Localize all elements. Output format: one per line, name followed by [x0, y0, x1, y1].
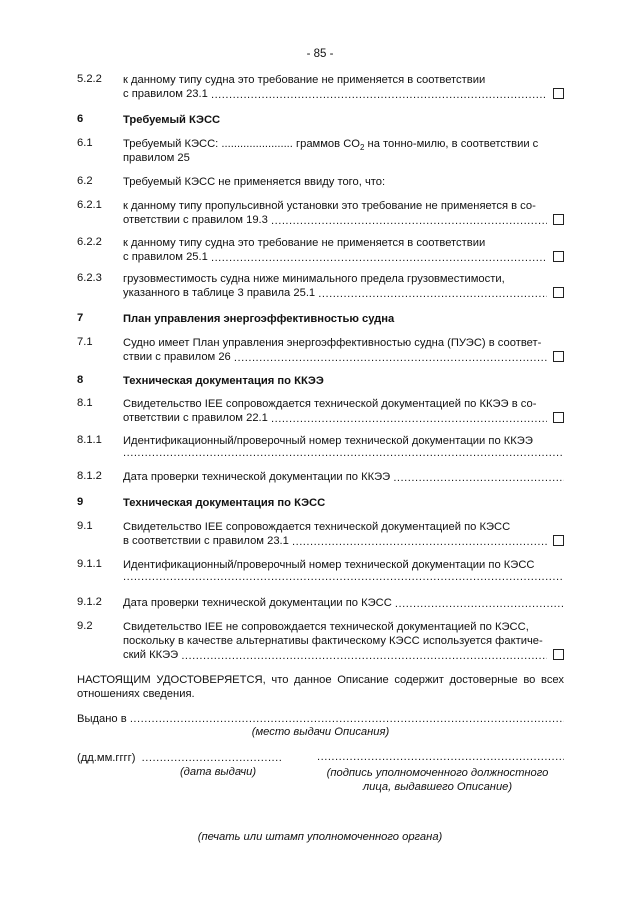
item-text: граммов CO: [292, 138, 360, 150]
checkbox[interactable]: [553, 287, 564, 298]
item-text: ответствии с правилом 22.1: [123, 412, 268, 424]
item-text: грузовместимость судна ниже минимального предела грузовместимости,: [123, 273, 505, 285]
item-6-2-2: [123, 236, 564, 264]
section-number: 6: [77, 113, 84, 125]
item-text: ский ККЭЭ: [123, 649, 179, 661]
section-title: Техническая документация по КЭСС: [123, 497, 326, 509]
item-text: Требуемый КЭСС не применяется ввиду того, что:: [123, 176, 386, 188]
item-text: с правилом 23.1: [123, 88, 208, 100]
checkbox[interactable]: [553, 214, 564, 225]
date-caption: (дата выдачи): [179, 766, 257, 778]
ekki-doc-number-field[interactable]: [123, 448, 564, 459]
checkbox[interactable]: [553, 88, 564, 99]
item-text: к данному типу пропульсивной установки это требование не применяется в со-: [123, 200, 536, 212]
issued-at-field[interactable]: [130, 714, 564, 725]
item-text: Дата проверки технической документации по КЭСС: [123, 597, 392, 609]
item-9-2: [123, 620, 564, 662]
item-7-1: [123, 336, 564, 364]
section-number: 8: [77, 374, 84, 386]
item-number: 9.1: [77, 520, 93, 532]
item-9-1: [123, 520, 564, 548]
signature-row: [317, 752, 564, 763]
section-number: 7: [77, 312, 84, 324]
date-field[interactable]: [142, 753, 282, 764]
item-number: 7.1: [77, 336, 93, 348]
checkbox[interactable]: [553, 412, 564, 423]
item-text: ответствии с правилом 19.3: [123, 214, 268, 226]
item-number: 5.2.2: [77, 73, 102, 85]
kess-doc-number-field[interactable]: [123, 572, 564, 583]
item-text: к данному типу судна это требование не применяется в соответствии: [123, 237, 486, 249]
item-text: Требуемый КЭСС:: [123, 138, 222, 150]
item-9-1-2: [123, 596, 564, 610]
item-text: с правилом 25.1: [123, 251, 208, 263]
item-number: 6.1: [77, 137, 93, 149]
item-6-1: [123, 137, 564, 165]
date-label: (дд.мм.гггг): [77, 752, 136, 764]
checkbox[interactable]: [553, 535, 564, 546]
subscript: 2: [359, 143, 365, 153]
seal-caption: (печать или штамп уполномоченного органа): [197, 831, 443, 843]
signature-caption-line: (подпись уполномоченного должностного: [326, 767, 549, 779]
item-text: Судно имеет План управления энергоэффективностью судна (ПУЭС) в соответ-: [123, 337, 542, 349]
item-5-2-2: [123, 73, 564, 101]
item-number: 6.2: [77, 175, 93, 187]
item-text: Свидетельство IEE сопровождается технической документацией по ККЭЭ в со-: [123, 398, 537, 410]
item-number: 8.1.2: [77, 470, 102, 482]
section-title: Требуемый КЭСС: [123, 114, 221, 126]
date-row: [77, 752, 282, 764]
issued-at-caption: (место выдачи Описания): [251, 726, 390, 738]
checkbox[interactable]: [553, 649, 564, 660]
signature-caption: [300, 766, 575, 794]
section-title: План управления энергоэффективностью судна: [123, 313, 395, 325]
kess-doc-date-field[interactable]: [395, 599, 564, 610]
item-text: Свидетельство IEE не сопровождается технической документацией по КЭСС,: [123, 621, 529, 633]
item-number: 8.1.1: [77, 434, 102, 446]
item-8-1: [123, 397, 564, 425]
section-title: Техническая документация по ККЭЭ: [123, 375, 324, 387]
item-text: Идентификационный/проверочный номер технической документации по ККЭЭ: [123, 435, 533, 447]
item-text: на тонно-милю, в соответствии с: [364, 138, 539, 150]
item-number: 9.1.1: [77, 558, 102, 570]
ekki-doc-date-field[interactable]: [393, 473, 564, 484]
item-text: указанного в таблице 3 правила 25.1: [123, 287, 316, 299]
item-text: Идентификационный/проверочный номер технической документации по КЭСС: [123, 559, 535, 571]
issued-at-row: [77, 713, 564, 725]
item-8-1-1: [123, 434, 564, 459]
item-number: 9.2: [77, 620, 93, 632]
item-number: 6.2.3: [77, 272, 102, 284]
item-text: Дата проверки технической документации по ККЭЭ: [123, 471, 391, 483]
item-6-2-3: [123, 272, 564, 300]
signature-caption-line: лица, выдавшего Описание): [362, 781, 513, 793]
section-number: 9: [77, 496, 84, 508]
issued-at-label: Выдано в: [77, 713, 127, 725]
item-text: Свидетельство IEE сопровождается технической документацией по КЭСС: [123, 521, 511, 533]
item-8-1-2: [123, 470, 564, 484]
checkbox[interactable]: [553, 351, 564, 362]
certification-statement: НАСТОЯЩИМ УДОСТОВЕРЯЕТСЯ, что данное Описание содержит достоверные во всех отношениях сведения.: [77, 674, 564, 700]
item-number: 6.2.2: [77, 236, 102, 248]
item-text: к данному типу судна это требование не применяется в соответствии: [123, 74, 486, 86]
item-6-2-1: [123, 199, 564, 227]
item-text: поскольку в качестве альтернативы фактическому КЭСС используется фактиче-: [123, 635, 543, 647]
page-number: - 85 -: [306, 48, 334, 60]
item-number: 6.2.1: [77, 199, 102, 211]
item-text: ствии с правилом 26: [123, 351, 231, 363]
co2-value-blank[interactable]: .......................: [221, 138, 293, 150]
item-9-1-1: [123, 558, 564, 583]
checkbox[interactable]: [553, 251, 564, 262]
signature-field[interactable]: [317, 752, 564, 763]
item-text: в соответствии с правилом 23.1: [123, 535, 289, 547]
item-number: 9.1.2: [77, 596, 102, 608]
item-number: 8.1: [77, 397, 93, 409]
item-text: правилом 25: [123, 152, 190, 164]
